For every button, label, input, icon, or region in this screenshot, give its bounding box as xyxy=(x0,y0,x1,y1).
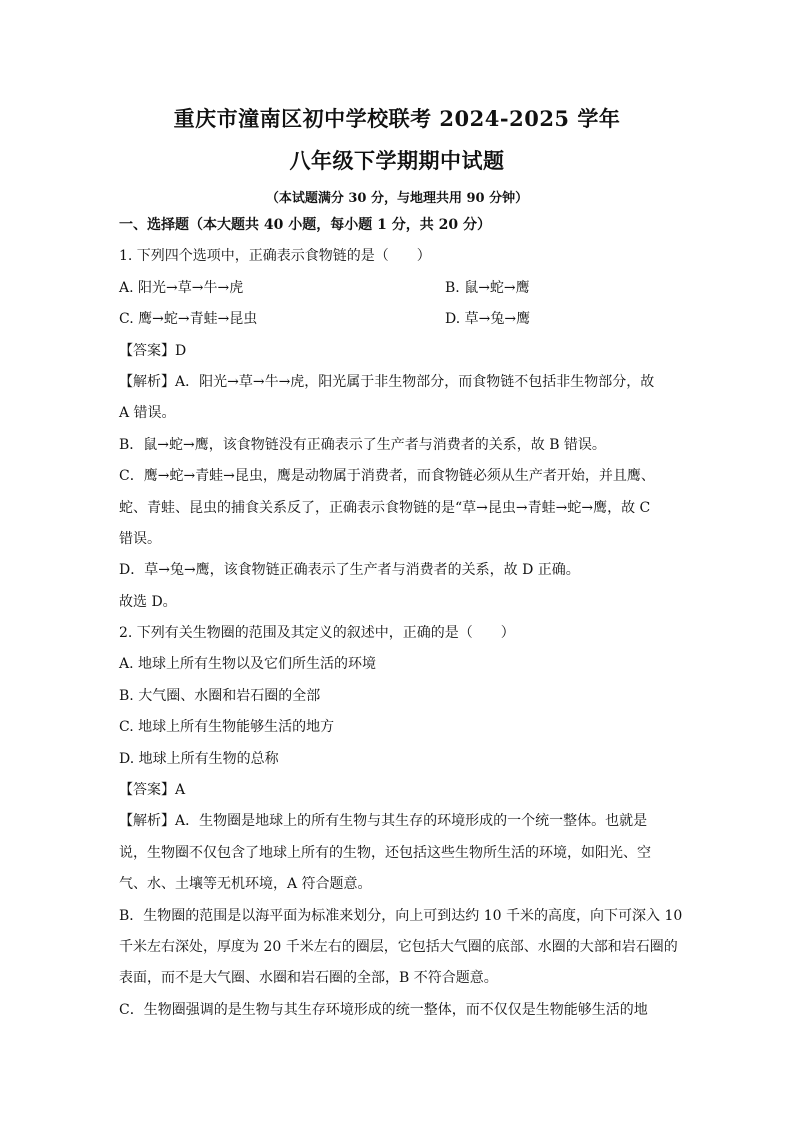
question-1-answer: 【答案】D xyxy=(119,342,187,359)
question-1-options-row-1 xyxy=(119,273,679,304)
question-1-option-a: A. 阳光→草→牛→虎 xyxy=(119,279,244,296)
question-1-option-d: D. 草→兔→鹰 xyxy=(445,311,531,328)
question-2-option-c: C. 地球上所有生物能够生活的地方 xyxy=(119,719,335,736)
question-2-answer: 【答案】A xyxy=(119,782,186,799)
question-2-option-a: A. 地球上所有生物以及它们所生活的环境 xyxy=(119,656,377,673)
section-heading: 一、选择题（本大题共 40 小题，每小题 1 分，共 20 分） xyxy=(119,217,491,233)
question-1-analysis-line: C．鹰→蛇→青蛙→昆虫，鹰是动物属于消费者，而食物链必须从生产者开始，并且鹰、 xyxy=(119,468,655,485)
question-2-stem: 2. 下列有关生物圈的范围及其定义的叙述中，正确的是（ ） xyxy=(119,625,515,642)
question-1-analysis-line: D．草→兔→鹰，该食物链正确表示了生产者与消费者的关系，故 D 正确。 xyxy=(119,562,580,579)
question-2-analysis-line: 气、水、土壤等无机环境，A 符合题意。 xyxy=(119,876,372,893)
question-2-analysis-line: C．生物圈强调的是生物与其生存环境形成的统一整体，而不仅仅是生物能够生活的地 xyxy=(119,1001,648,1018)
question-2-option-b: B. 大气圈、水圈和岩石圈的全部 xyxy=(119,687,321,704)
question-1-options-row-2 xyxy=(119,304,679,335)
exam-title: 重庆市潼南区初中学校联考 2024-2025 学年 xyxy=(173,106,621,131)
question-1-analysis-line: B．鼠→蛇→鹰，该食物链没有正确表示了生产者与消费者的关系，故 B 错误。 xyxy=(119,436,606,453)
question-2-analysis-line: 说，生物圈不仅包含了地球上所有的生物，还包括这些生物所生活的环境，如阳光、空 xyxy=(119,844,651,861)
question-2-analysis-line: 千米左右深处，厚度为 20 千米左右的圈层，它包括大气圈的底部、水圈的大部和岩石圈的 xyxy=(119,938,678,955)
question-1-analysis-line: 错误。 xyxy=(119,530,161,547)
question-1-analysis-line: 蛇、青蛙、昆虫的捕食关系反了，正确表示食物链的是“草→昆虫→青蛙→蛇→鹰，故 C xyxy=(119,499,651,516)
exam-subtitle: 八年级下学期期中试题 xyxy=(289,148,505,173)
document-body xyxy=(119,210,683,1026)
question-1-option-b: B. 鼠→蛇→鹰 xyxy=(445,279,530,296)
question-1-conclusion: 故选 D。 xyxy=(119,593,177,610)
question-2-option-d: D. 地球上所有生物的总称 xyxy=(119,750,279,767)
exam-note: （本试题满分 30 分，与地理共用 90 分钟） xyxy=(265,191,529,206)
question-1-option-c: C. 鹰→蛇→青蛙→昆虫 xyxy=(119,311,258,328)
question-2-analysis-line: B．生物圈的范围是以海平面为标准来划分，向上可到达约 10 千米的高度，向下可深入 10 xyxy=(119,907,683,924)
question-2-analysis-line: 【解析】A．生物圈是地球上的所有生物与其生存的环境形成的一个统一整体。也就是 xyxy=(119,813,648,830)
question-1-analysis-line: A 错误。 xyxy=(119,405,176,422)
question-2-analysis-line: 表面，而不是大气圈、水圈和岩石圈的全部，B 不符合题意。 xyxy=(119,970,498,987)
question-1-analysis-line: 【解析】A．阳光→草→牛→虎，阳光属于非生物部分，而食物链不包括非生物部分，故 xyxy=(119,373,655,390)
question-1-stem: 1. 下列四个选项中，正确表示食物链的是（ ） xyxy=(119,248,431,265)
